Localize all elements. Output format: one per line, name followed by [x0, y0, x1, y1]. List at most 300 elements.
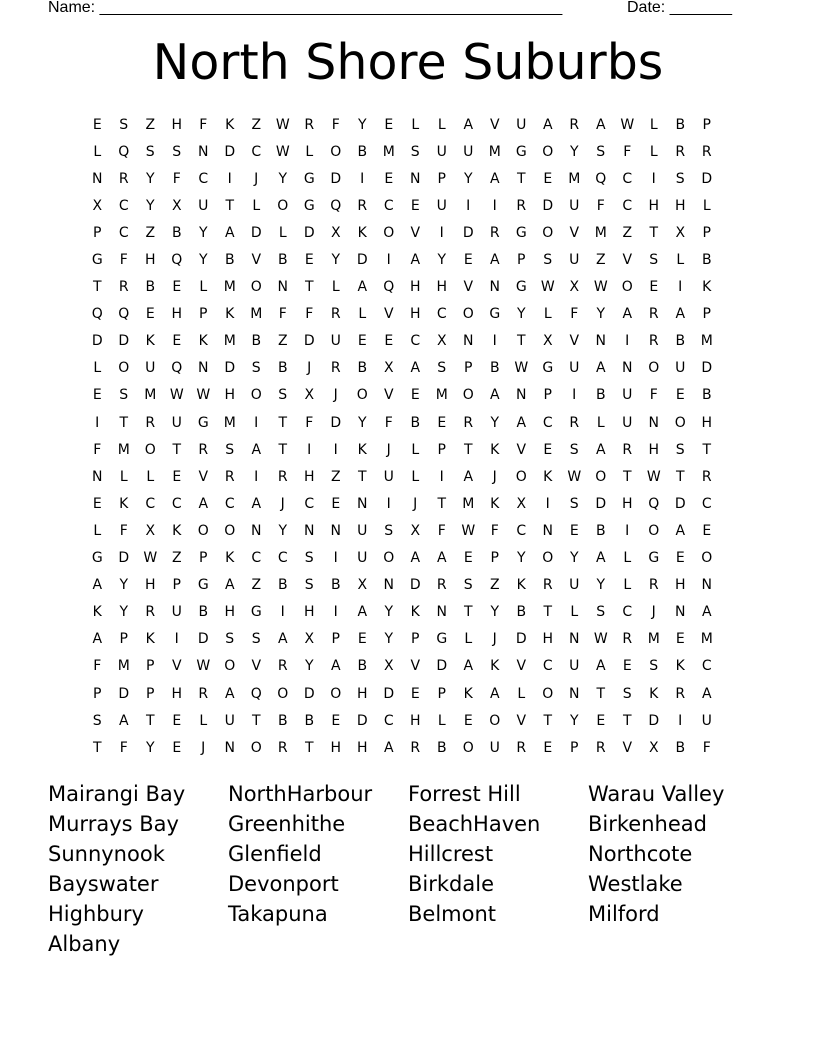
grid-letter: M	[250, 306, 263, 323]
grid-letter: W	[169, 387, 184, 404]
grid-letter: Z	[251, 116, 262, 133]
grid-letter: H	[171, 306, 183, 323]
grid-letter: X	[516, 495, 527, 512]
grid-letter: E	[596, 712, 606, 729]
grid-letter: H	[356, 739, 368, 756]
grid-letter: T	[251, 712, 261, 729]
grid-row	[84, 463, 734, 490]
grid-row	[84, 111, 734, 138]
grid-letter: K	[172, 522, 182, 539]
grid-letter: W	[540, 279, 555, 296]
word-list-item: Hillcrest	[408, 842, 494, 866]
grid-letter: U	[675, 360, 686, 377]
grid-letter: S	[119, 116, 129, 133]
grid-letter: P	[437, 685, 446, 702]
grid-letter: G	[436, 631, 448, 648]
grid-letter: T	[675, 468, 685, 485]
grid-letter: C	[516, 522, 527, 539]
grid-letter: Y	[516, 306, 526, 323]
grid-letter: R	[648, 577, 659, 594]
word-list-item: Sunnynook	[48, 842, 165, 866]
grid-row	[84, 328, 734, 355]
grid-letter: T	[516, 333, 526, 350]
grid-letter: F	[93, 658, 102, 675]
grid-letter: W	[593, 631, 608, 648]
grid-letter: T	[92, 279, 102, 296]
grid-letter: G	[197, 577, 209, 594]
grid-letter: E	[357, 333, 367, 350]
grid-letter: A	[489, 252, 500, 269]
grid-letter: I	[360, 170, 365, 187]
grid-letter: J	[413, 495, 418, 512]
grid-letter: F	[490, 522, 499, 539]
grid-letter: Y	[278, 522, 288, 539]
grid-letter: S	[410, 143, 420, 160]
grid-letter: F	[649, 387, 658, 404]
grid-letter: G	[515, 143, 527, 160]
word-list-item: Westlake	[588, 872, 683, 896]
grid-letter: J	[254, 170, 259, 187]
grid-letter: N	[410, 170, 421, 187]
grid-letter: D	[595, 495, 607, 512]
grid-letter: Z	[330, 468, 341, 485]
page-title: North Shore Suburbs	[152, 34, 664, 91]
word-list-item: Bayswater	[48, 872, 159, 896]
grid-letter: U	[357, 522, 368, 539]
grid-letter: D	[118, 333, 130, 350]
grid-letter: I	[439, 224, 444, 241]
grid-letter: U	[516, 116, 527, 133]
grid-letter: Q	[171, 360, 183, 377]
grid-letter: W	[461, 522, 476, 539]
grid-letter: K	[702, 279, 712, 296]
grid-letter: U	[569, 577, 580, 594]
grid-letter: M	[647, 631, 660, 648]
grid-letter: L	[305, 143, 314, 160]
grid-letter: S	[649, 252, 659, 269]
grid-letter: P	[331, 631, 340, 648]
grid-letter: Q	[171, 252, 183, 269]
grid-letter: B	[675, 116, 686, 133]
grid-letter: T	[92, 739, 102, 756]
grid-letter: H	[303, 468, 315, 485]
grid-letter: Q	[250, 685, 262, 702]
grid-letter: S	[278, 387, 288, 404]
grid-letter: T	[357, 468, 367, 485]
grid-letter: A	[463, 116, 474, 133]
grid-letter: O	[277, 685, 289, 702]
word-list-item: Birkenhead	[588, 812, 707, 836]
grid-letter: E	[543, 441, 553, 458]
grid-letter: N	[198, 360, 209, 377]
grid-letter: L	[411, 441, 420, 458]
grid-letter: D	[542, 197, 554, 214]
grid-letter: Y	[490, 414, 500, 431]
grid-letter: O	[197, 522, 209, 539]
letter-grid	[84, 111, 734, 761]
grid-letter: D	[674, 495, 686, 512]
grid-letter: L	[702, 197, 711, 214]
grid-letter: R	[330, 360, 341, 377]
grid-letter: Y	[198, 252, 208, 269]
grid-letter: Q	[595, 170, 607, 187]
grid-letter: I	[625, 522, 630, 539]
grid-letter: Y	[463, 170, 473, 187]
grid-letter: R	[277, 468, 288, 485]
grid-letter: K	[357, 224, 367, 241]
grid-letter: Y	[145, 170, 155, 187]
grid-letter: N	[436, 604, 447, 621]
grid-letter: D	[462, 224, 474, 241]
grid-letter: N	[701, 577, 712, 594]
grid-letter: E	[172, 712, 182, 729]
grid-letter: Y	[569, 550, 579, 567]
grid-letter: E	[463, 252, 473, 269]
grid-letter: B	[357, 143, 368, 160]
grid-letter: B	[410, 414, 421, 431]
grid-letter: Y	[198, 224, 208, 241]
grid-letter: R	[436, 577, 447, 594]
grid-letter: R	[145, 604, 156, 621]
grid-letter: R	[118, 279, 129, 296]
grid-letter: M	[382, 143, 395, 160]
grid-letter: S	[675, 441, 685, 458]
grid-letter: S	[596, 143, 606, 160]
grid-letter: E	[331, 712, 341, 729]
grid-letter: U	[224, 712, 235, 729]
grid-letter: B	[516, 604, 527, 621]
grid-letter: B	[701, 252, 712, 269]
grid-letter: D	[356, 252, 368, 269]
grid-letter: S	[251, 360, 261, 377]
grid-letter: O	[595, 468, 607, 485]
grid-letter: Z	[171, 550, 182, 567]
grid-letter: B	[198, 604, 209, 621]
grid-letter: O	[648, 522, 660, 539]
grid-letter: V	[516, 712, 527, 729]
grid-letter: K	[225, 306, 235, 323]
grid-letter: Y	[384, 604, 394, 621]
grid-letter: W	[196, 658, 211, 675]
grid-letter: J	[386, 441, 391, 458]
grid-letter: R	[330, 306, 341, 323]
grid-letter: I	[466, 197, 471, 214]
grid-letter: U	[569, 360, 580, 377]
grid-letter: P	[437, 170, 446, 187]
grid-letter: H	[621, 495, 633, 512]
grid-letter: A	[251, 495, 262, 512]
grid-letter: O	[144, 441, 156, 458]
grid-letter: O	[118, 360, 130, 377]
grid-letter: X	[648, 739, 659, 756]
grid-letter: N	[304, 522, 315, 539]
grid-row	[84, 355, 734, 382]
grid-letter: A	[118, 712, 129, 729]
grid-letter: P	[146, 685, 155, 702]
grid-letter: A	[224, 685, 235, 702]
grid-letter: K	[463, 685, 473, 702]
grid-letter: V	[622, 252, 633, 269]
grid-letter: B	[251, 333, 262, 350]
grid-letter: K	[543, 468, 553, 485]
word-list-item: Milford	[588, 902, 660, 926]
grid-letter: S	[251, 631, 261, 648]
grid-letter: K	[198, 333, 208, 350]
grid-letter: L	[93, 360, 102, 377]
grid-letter: Y	[596, 306, 606, 323]
grid-letter: G	[542, 360, 554, 377]
grid-letter: M	[700, 631, 713, 648]
grid-letter: O	[250, 739, 262, 756]
grid-letter: O	[383, 224, 395, 241]
grid-letter: M	[223, 279, 236, 296]
grid-letter: F	[119, 739, 128, 756]
grid-letter: L	[649, 143, 658, 160]
grid-letter: O	[489, 712, 501, 729]
grid-letter: D	[224, 143, 236, 160]
grid-letter: H	[674, 577, 686, 594]
grid-letter: E	[543, 170, 553, 187]
grid-letter: V	[383, 306, 394, 323]
grid-letter: B	[436, 739, 447, 756]
grid-letter: C	[304, 495, 315, 512]
grid-letter: A	[463, 658, 474, 675]
word-list-item: Glenfield	[228, 842, 322, 866]
word-list-item: Northcote	[588, 842, 693, 866]
grid-letter: I	[333, 550, 338, 567]
grid-letter: L	[278, 224, 287, 241]
grid-letter: F	[596, 197, 605, 214]
grid-letter: O	[621, 279, 633, 296]
grid-letter: E	[357, 631, 367, 648]
grid-letter: B	[277, 360, 288, 377]
grid-letter: R	[198, 685, 209, 702]
grid-letter: F	[305, 306, 314, 323]
grid-letter: M	[223, 414, 236, 431]
grid-letter: E	[92, 116, 102, 133]
grid-letter: K	[119, 495, 129, 512]
grid-letter: C	[224, 495, 235, 512]
grid-letter: I	[386, 495, 391, 512]
grid-letter: L	[437, 116, 446, 133]
grid-letter: A	[701, 685, 712, 702]
grid-letter: D	[118, 550, 130, 567]
grid-letter: G	[648, 550, 660, 567]
grid-letter: V	[516, 441, 527, 458]
grid-row	[84, 707, 734, 734]
grid-letter: K	[490, 658, 500, 675]
grid-letter: I	[439, 468, 444, 485]
grid-letter: H	[436, 279, 448, 296]
grid-letter: T	[463, 441, 473, 458]
grid-letter: H	[171, 116, 183, 133]
grid-letter: N	[198, 143, 209, 160]
grid-letter: H	[409, 279, 421, 296]
grid-letter: D	[383, 685, 395, 702]
grid-letter: F	[305, 414, 314, 431]
grid-letter: I	[280, 604, 285, 621]
grid-letter: R	[675, 143, 686, 160]
grid-letter: O	[674, 414, 686, 431]
grid-letter: G	[91, 252, 103, 269]
grid-letter: O	[542, 550, 554, 567]
grid-letter: H	[224, 387, 236, 404]
grid-letter: G	[515, 279, 527, 296]
grid-letter: U	[357, 550, 368, 567]
grid-letter: P	[93, 685, 102, 702]
grid-letter: X	[304, 631, 315, 648]
grid-letter: V	[622, 739, 633, 756]
grid-letter: F	[702, 739, 711, 756]
grid-letter: L	[93, 522, 102, 539]
grid-letter: H	[303, 604, 315, 621]
grid-row	[84, 165, 734, 192]
grid-letter: C	[542, 658, 553, 675]
grid-row	[84, 517, 734, 544]
grid-letter: G	[489, 306, 501, 323]
name-field-label: Name: ____________________________________________________	[48, 0, 563, 16]
grid-letter: B	[675, 333, 686, 350]
grid-letter: E	[145, 306, 155, 323]
grid-row	[84, 545, 734, 572]
grid-letter: E	[172, 739, 182, 756]
word-list-item: Murrays Bay	[48, 812, 179, 836]
grid-letter: G	[91, 550, 103, 567]
grid-letter: F	[623, 143, 632, 160]
grid-letter: A	[410, 550, 421, 567]
grid-letter: Y	[145, 197, 155, 214]
grid-letter: L	[331, 279, 340, 296]
grid-letter: N	[542, 522, 553, 539]
grid-letter: C	[145, 495, 156, 512]
grid-letter: Z	[145, 116, 156, 133]
grid-letter: O	[542, 685, 554, 702]
grid-letter: D	[303, 685, 315, 702]
grid-letter: O	[515, 468, 527, 485]
grid-letter: Q	[330, 197, 342, 214]
grid-letter: P	[437, 441, 446, 458]
grid-letter: R	[622, 631, 633, 648]
grid-letter: U	[171, 604, 182, 621]
grid-letter: I	[333, 441, 338, 458]
grid-letter: L	[543, 306, 552, 323]
grid-letter: W	[646, 468, 661, 485]
header	[48, 0, 748, 19]
grid-letter: G	[515, 224, 527, 241]
grid-letter: M	[435, 387, 448, 404]
grid-letter: D	[330, 170, 342, 187]
grid-letter: A	[675, 522, 686, 539]
grid-letter: X	[171, 197, 182, 214]
word-list-item: Albany	[48, 932, 121, 956]
grid-letter: Y	[384, 631, 394, 648]
grid-letter: K	[410, 604, 420, 621]
grid-letter: P	[702, 224, 711, 241]
grid-letter: A	[595, 116, 606, 133]
grid-letter: R	[648, 306, 659, 323]
grid-letter: Y	[119, 604, 129, 621]
grid-letter: A	[357, 279, 368, 296]
grid-letter: E	[649, 279, 659, 296]
grid-letter: Y	[331, 252, 341, 269]
grid-letter: M	[223, 333, 236, 350]
grid-letter: M	[700, 333, 713, 350]
grid-letter: S	[463, 577, 473, 594]
grid-letter: N	[92, 170, 103, 187]
grid-letter: M	[488, 143, 501, 160]
grid-letter: I	[254, 414, 259, 431]
grid-letter: Q	[118, 143, 130, 160]
grid-letter: O	[701, 550, 713, 567]
grid-row	[84, 219, 734, 246]
grid-letter: T	[304, 279, 314, 296]
grid-letter: C	[171, 495, 182, 512]
word-list-item: Takapuna	[228, 902, 328, 926]
grid-letter: L	[199, 279, 208, 296]
grid-letter: P	[464, 360, 473, 377]
grid-letter: C	[118, 197, 129, 214]
grid-letter: K	[145, 631, 155, 648]
grid-letter: O	[462, 387, 474, 404]
grid-letter: D	[303, 224, 315, 241]
grid-letter: V	[410, 658, 421, 675]
grid-letter: Z	[595, 252, 606, 269]
grid-letter: I	[678, 712, 683, 729]
grid-letter: S	[596, 604, 606, 621]
grid-letter: L	[623, 577, 632, 594]
grid-letter: D	[436, 658, 448, 675]
grid-letter: V	[198, 468, 209, 485]
grid-letter: R	[489, 224, 500, 241]
grid-letter: E	[172, 333, 182, 350]
grid-letter: B	[304, 712, 315, 729]
grid-letter: M	[117, 441, 130, 458]
grid-letter: R	[675, 685, 686, 702]
grid-letter: A	[330, 658, 341, 675]
grid-letter: L	[411, 468, 420, 485]
word-list-item: Greenhithe	[228, 812, 346, 836]
grid-letter: G	[303, 170, 315, 187]
grid-letter: D	[303, 333, 315, 350]
grid-letter: C	[436, 306, 447, 323]
word-list-item: Forrest Hill	[408, 782, 521, 806]
grid-letter: L	[146, 468, 155, 485]
grid-letter: F	[570, 306, 579, 323]
grid-letter: U	[198, 197, 209, 214]
grid-letter: B	[675, 739, 686, 756]
grid-letter: Y	[596, 577, 606, 594]
grid-letter: O	[648, 360, 660, 377]
grid-letter: J	[492, 631, 497, 648]
grid-letter: O	[277, 197, 289, 214]
grid-letter: X	[145, 522, 156, 539]
grid-letter: E	[172, 279, 182, 296]
grid-letter: R	[357, 197, 368, 214]
grid-letter: X	[675, 224, 686, 241]
grid-letter: E	[463, 550, 473, 567]
grid-letter: W	[567, 468, 582, 485]
grid-letter: N	[224, 739, 235, 756]
grid-letter: F	[278, 306, 287, 323]
grid-letter: U	[330, 333, 341, 350]
grid-letter: E	[410, 197, 420, 214]
grid-letter: S	[543, 252, 553, 269]
grid-letter: C	[622, 170, 633, 187]
grid-letter: S	[675, 170, 685, 187]
grid-letter: R	[277, 658, 288, 675]
grid-letter: X	[569, 279, 580, 296]
grid-row	[84, 734, 734, 761]
